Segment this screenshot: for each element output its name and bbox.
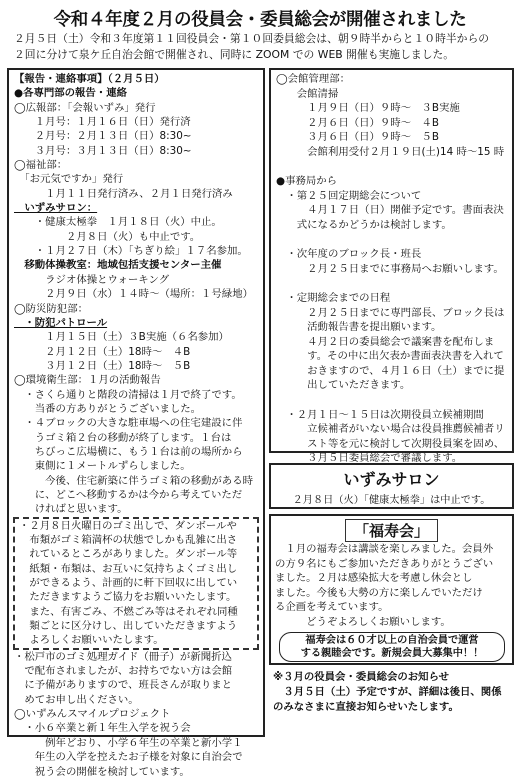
report-line: １月１５日（土）３B実施（６名参加） xyxy=(14,331,229,344)
page-title: 令和４年度２月の役員会・委員総会が開催されました xyxy=(53,10,467,30)
management-line: ４月２日の委員総会で議案書を配布しま xyxy=(276,335,495,348)
notice-line: のみなさまに直接お知らせいたします。 xyxy=(273,700,459,713)
garbage-notice-line: ができるよう、計画的に軒下回収に出してい xyxy=(19,577,238,590)
intro-line: ２月５日（土）令和３年度第１１回役員会・第１０回委員総会は、朝９時半からと１０時半からの xyxy=(14,32,490,45)
management-line: 活動報告書を提出願います。 xyxy=(276,321,442,334)
garbage-notice-line: よろしくお願いいたします。 xyxy=(19,634,164,647)
report-line: 今後、住宅新築に伴うゴミ箱の移動がある時 xyxy=(14,474,253,487)
march-meeting-notice xyxy=(273,670,518,714)
management-line: ３月５日委員総会で審議します。 xyxy=(276,452,463,465)
management-line: ・２月１日～１５日は次期役員立候補期間 xyxy=(276,408,484,421)
notice-line: ３月５日（土）予定ですが、詳細は後日、関係 xyxy=(273,685,502,698)
member-recruit-badge xyxy=(279,632,505,662)
report-line: 移動体操教室：地域包括支援センター主催 xyxy=(14,259,222,272)
management-line: ・定期総会までの日程 xyxy=(276,291,391,304)
salon-box xyxy=(269,463,514,509)
report-line: ◯防災防犯部： xyxy=(14,302,88,315)
salon-text: ２月８日（火）「健康太極拳」は中止です。 xyxy=(292,495,491,506)
management-line: ◯会館管理部： xyxy=(276,73,350,85)
garbage-notice-box xyxy=(13,517,259,650)
management-line: 会館清掃 xyxy=(276,87,339,100)
fukujukai-line: ました。２月は感染拡大を考慮し休会とし xyxy=(275,572,473,585)
management-line: １月９日（日）９時～ ３B実施 xyxy=(276,102,460,115)
report-line: ・小６卒業と新１年生入学を祝う会 xyxy=(14,722,191,735)
report-line: めてお申し出ください。 xyxy=(14,693,139,706)
report-line: うゴミ箱２台の移動が終了します。１台は xyxy=(14,431,232,444)
management-line: 出していただきます。 xyxy=(276,379,411,392)
notice-heading: ※３月の役員会・委員総会のお知らせ xyxy=(273,671,450,683)
report-line: １月号：１月１６日（日）発行済 xyxy=(14,116,191,129)
management-line: ●事務局から xyxy=(276,175,338,188)
garbage-notice-line: れているところがありました。ダンボール等 xyxy=(19,548,238,561)
management-line: ２月２５日までに事務局へお願いします。 xyxy=(276,262,504,275)
report-line: ◯いずみんスマイルプロジェクト xyxy=(14,708,171,721)
report-line: １月１１日発行済み、２月１日発行済み xyxy=(14,187,233,200)
management-line: 会館利用受付２月１９日(土)14 時～15 時 xyxy=(276,145,505,158)
report-line: 祝う会の開催を検討しています。 xyxy=(14,765,190,778)
report-tail xyxy=(14,650,260,779)
report-line: ければと思います。 xyxy=(14,503,128,516)
fukujukai-line: の方９名にもご参加いただきありがとうござい xyxy=(275,557,494,570)
report-line: ・１月２７日（木）「ちぎり絵」１７名参加。 xyxy=(14,245,248,258)
report-line: 年生の入学を控えたお子様を対象に自治会で xyxy=(14,751,243,764)
intro-paragraph xyxy=(14,31,510,63)
report-line: ・４ブロックの大きな駐車場への住宅建設に伴 xyxy=(14,417,243,430)
management-line: おきますので、４月１６日（土）までに提 xyxy=(276,364,505,377)
report-line: ・さくら通りと階段の清掃は１月で終了です。 xyxy=(14,388,242,401)
report-line: 例年どおり、小学６年生の卒業と新小学１ xyxy=(14,736,243,749)
garbage-notice-line: また、有害ごみ、不燃ごみ等はそれぞれ同種 xyxy=(19,605,238,618)
management-line: ４月１７日（日）開催予定です。書面表決 xyxy=(276,204,504,217)
report-line: ●各専門部の報告・連絡 xyxy=(14,87,127,100)
garbage-notice-line: 類ごとに区分けし、出していただきますよう xyxy=(19,620,238,633)
report-line: ラジオ体操とウォーキング xyxy=(14,273,170,286)
report-line: ・防犯パトロール xyxy=(14,316,108,329)
garbage-notice-line: 紙類・布類は、お互いに気持ちよくゴミ出し xyxy=(19,562,238,575)
report-line: ２月号：２月１３日（日）8:30~ xyxy=(14,130,192,143)
garbage-notice-line: ただきますようご協力をお願いいたします。 xyxy=(19,591,237,604)
report-line: に予備がありますので、班長さんが取りまと xyxy=(14,679,232,692)
report-line: ２月８日（火）も中止です。 xyxy=(14,230,201,243)
report-line: に、どこへ移動するかは今から考えていただ xyxy=(14,488,243,501)
report-lines xyxy=(14,86,260,516)
intro-line: ２回に分けて泉ケ丘自治会館で開催され、同時に ZOOM での WEB 開催も実施しました。 xyxy=(14,48,455,61)
management-line: 立候補者がいない場合は役員推薦候補者リ xyxy=(276,423,505,436)
report-line: ２月１２日（土）18時～ ４B xyxy=(14,345,191,358)
report-line: ３月号：３月１３日（日）8:30~ xyxy=(14,144,192,157)
report-line: 「お元気ですか」発行 xyxy=(14,173,124,186)
management-line: す。その中に出欠表か書面表決書を入れて xyxy=(276,350,504,363)
report-line: ２月９日（水）１４時～（場所：１号緑地） xyxy=(14,288,253,301)
report-line: ◯環境衛生部：１月の活動報告 xyxy=(14,374,161,387)
report-line: 東側に１メートルずらしました。 xyxy=(14,460,191,473)
garbage-notice-line: ・２月８日火曜日のゴミ出しで、ダンボールや xyxy=(19,519,237,532)
management-line: 式になるかどうかは検討します。 xyxy=(276,218,452,231)
salon-heading: いずみサロン xyxy=(343,470,440,489)
management-line xyxy=(276,276,509,291)
report-box xyxy=(7,68,265,778)
report-line: ３月１２日（土）18時～ ５B xyxy=(14,359,191,372)
management-line: ・次年度のブロック長・班長 xyxy=(276,248,422,261)
recruit-line: する親睦会です。新規会員大募集中！！ xyxy=(300,647,484,659)
management-line xyxy=(276,160,509,175)
fukujukai-line: １月の福寿会は講談を楽しみました。会員外 xyxy=(275,543,494,555)
recruit-line: 福寿会は６０才以上の自治会員で運営 xyxy=(305,634,479,646)
garbage-notice-line: 布類がゴミ箱満杯の状態でしかも乱雑に出さ xyxy=(19,534,238,546)
management-box xyxy=(269,68,514,465)
report-line: 当番の方ありがとうございました。 xyxy=(14,402,202,415)
fukujukai-line: どうぞよろしくお願いします。 xyxy=(275,615,451,628)
report-line: で配布されましたが、お持ちでない方は会館 xyxy=(14,665,233,678)
report-line: ◯福祉部： xyxy=(14,159,68,172)
report-heading: 【報告・連絡事項】（２月５日） xyxy=(14,73,165,85)
fukujukai-line: ました。今後も大勢の方に楽しんでいただけ xyxy=(275,586,483,599)
report-line: ◯広報部：「会報いずみ」発行 xyxy=(14,101,156,114)
report-line: ・健康太極拳 １月１８日（火）中止。 xyxy=(14,216,222,229)
management-line xyxy=(276,233,509,248)
management-line: ２月６日（日）９時～ ４B xyxy=(276,116,439,129)
report-line: いずみサロン： xyxy=(14,202,98,215)
report-line: ・松戸市のゴミ処理ガイド（冊子）が新聞折込 xyxy=(14,650,232,663)
report-line: ちびっこ広場横に、もう１台は前の場所から xyxy=(14,445,243,458)
fukujukai-line: る企画を考えています。 xyxy=(275,601,389,614)
management-line: ３月６日（日）９時～ ５B xyxy=(276,131,439,144)
management-line: ２月２５日までに専門部長、ブロック長は xyxy=(276,306,505,319)
management-line: スト等を元に検討して次期役員案を固め、 xyxy=(276,437,505,450)
management-line xyxy=(276,393,509,408)
fukujukai-box xyxy=(269,514,514,665)
management-line: ・第２５回定期総会について xyxy=(276,189,422,202)
fukujukai-heading: 「福寿会」 xyxy=(345,519,438,542)
